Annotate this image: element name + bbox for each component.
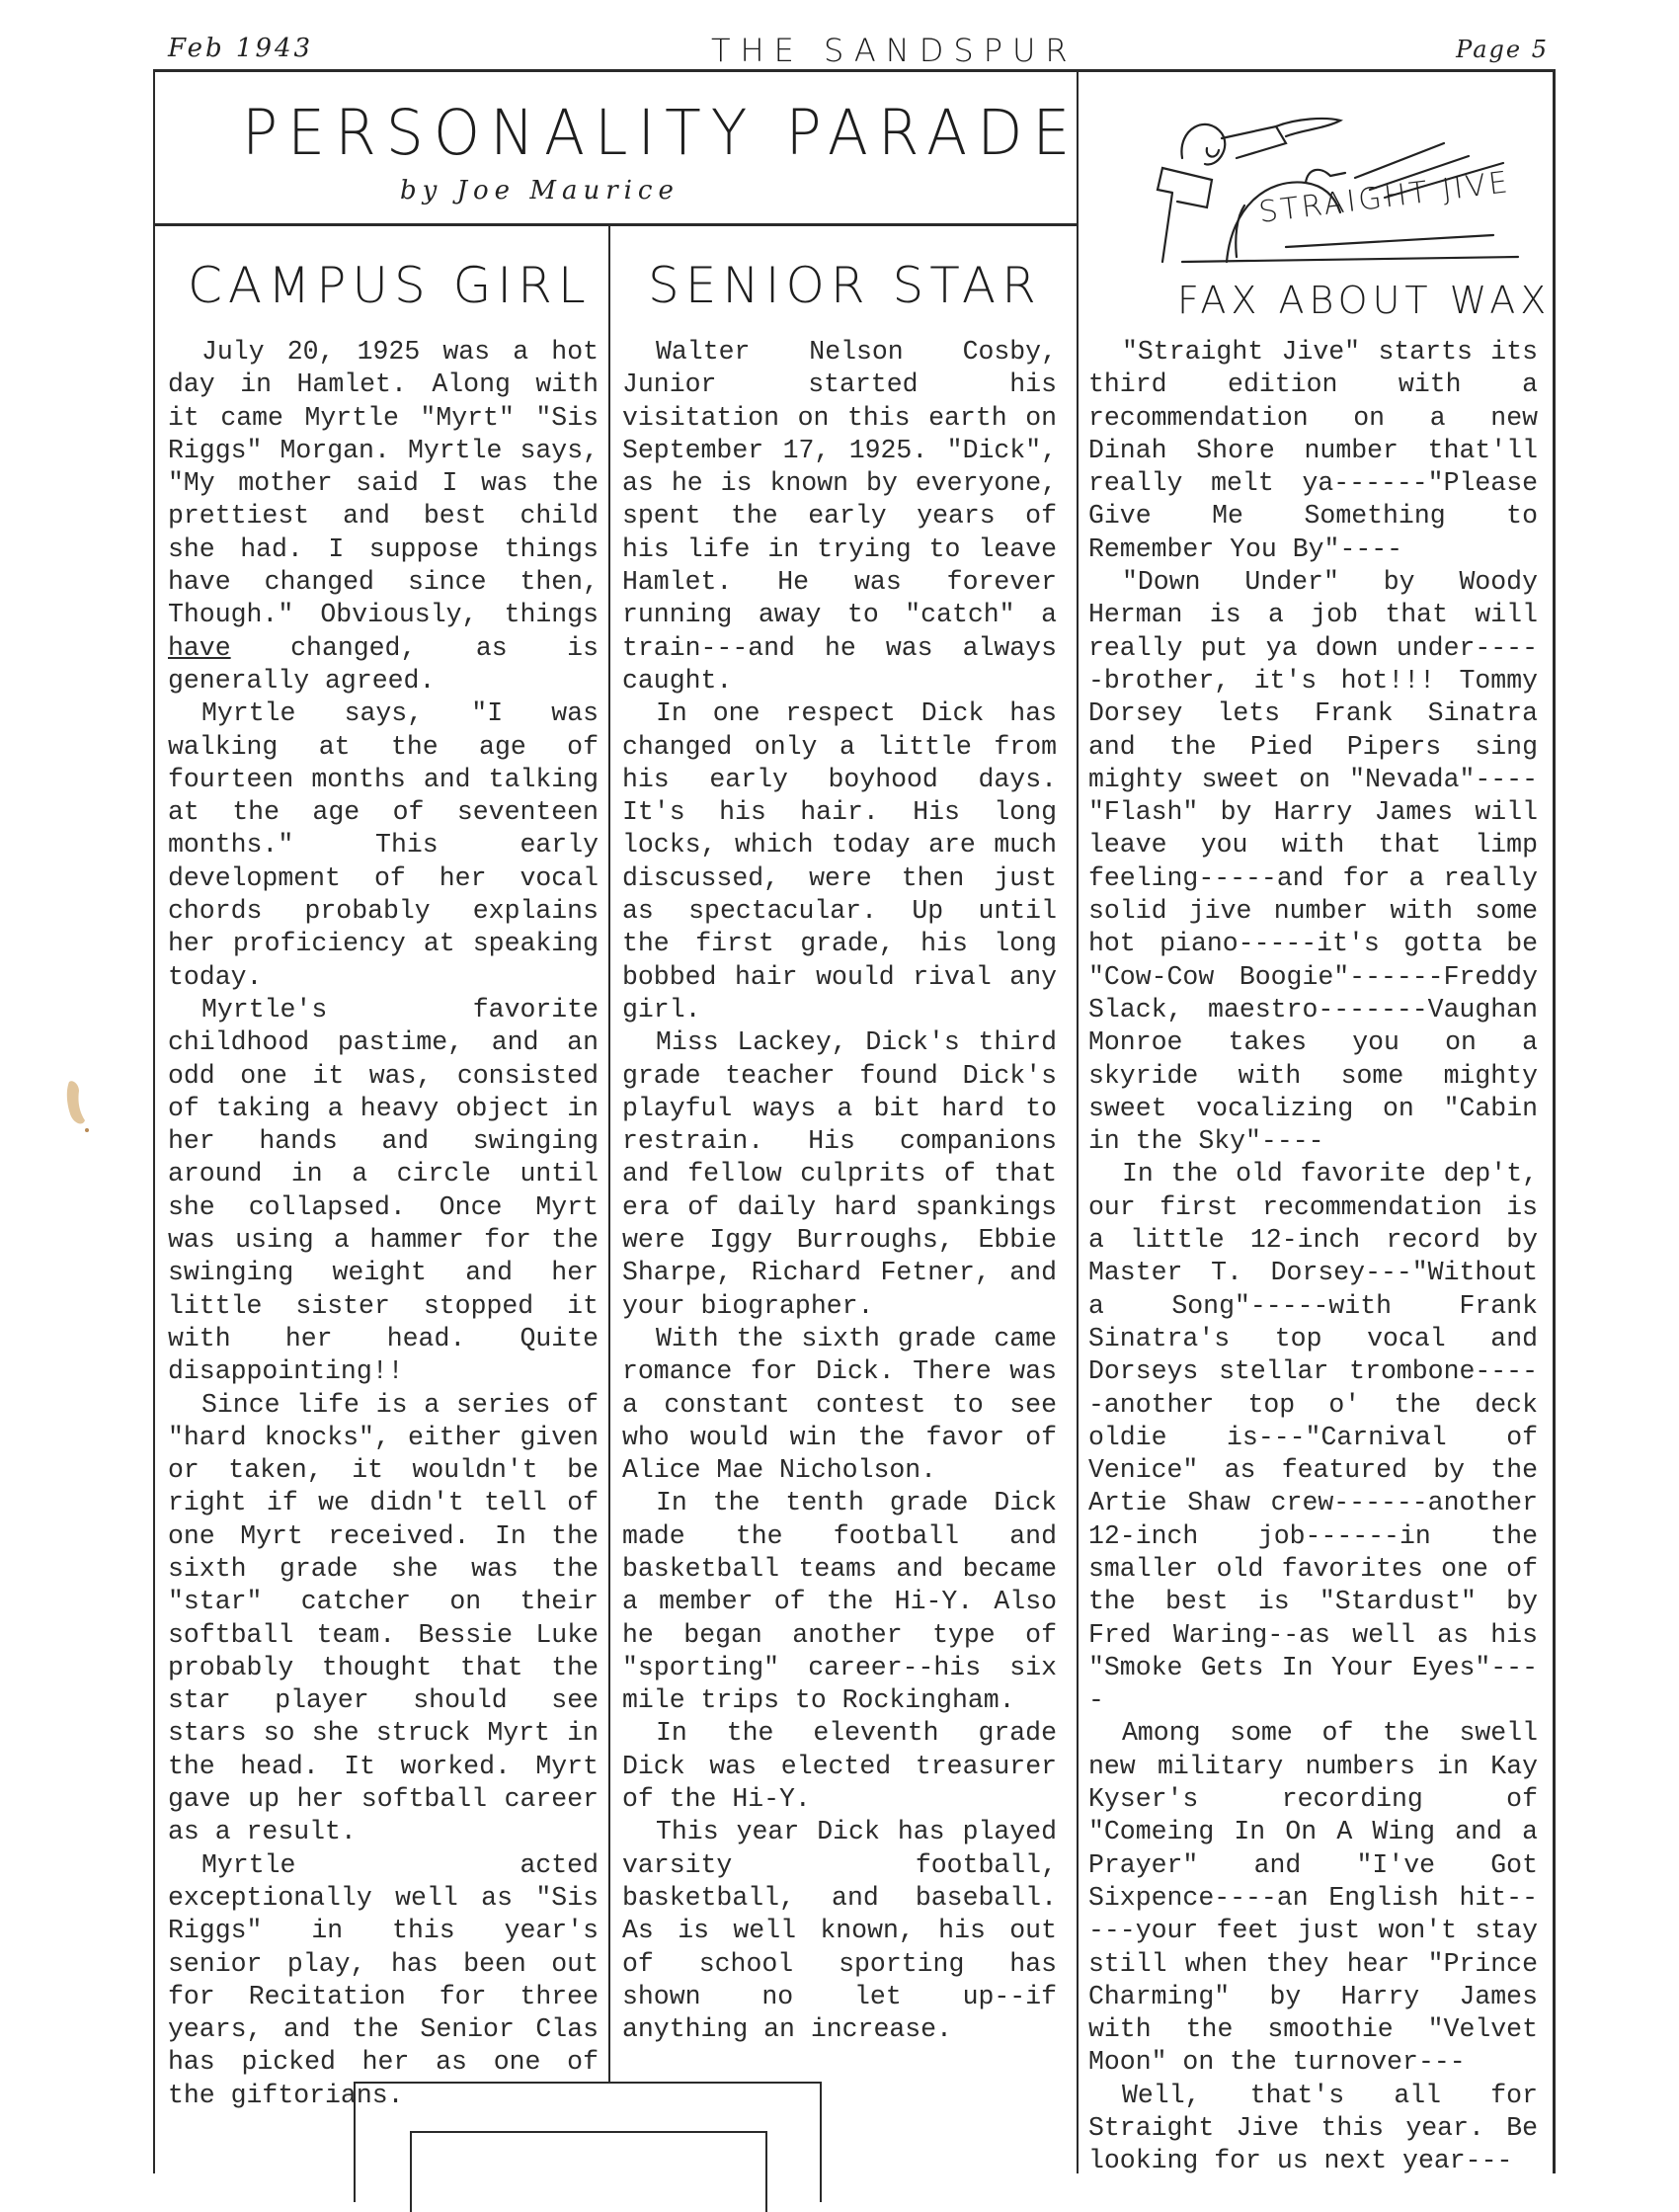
article-senior-star [622,255,1057,2046]
article-body [168,336,599,2112]
article-headline: SENIOR STAR [648,257,1042,314]
column-divider-right [1077,69,1079,2173]
article-paragraph: "Straight Jive" starts its third edition with a recommendation on a new Dinah Shore number that'll really melt ya------"Please Give Me Something to Remember You By"---- [1088,337,1538,564]
article-headline: FAX ABOUT WAX [1177,279,1552,322]
straight-jive-logo [1088,99,1538,267]
column-divider-left [608,226,610,2084]
article-paragraph: This year Dick has played varsity football, basketball, and baseball. As is well known, his out of school sporting has shown no let up--if anything an increase. [622,1817,1057,2045]
article-paragraph: Walter Nelson Cosby, Junior started his visitation on this earth on September 17, 1925. "Dick", as he is known by everyone, spent the early years of his life in trying to leave Hamlet. He was forever running away to "catch" a train---and he was always caught. [622,337,1057,696]
section-byline: by Joe Maurice [400,176,680,205]
article-paragraph: In the eleventh grade Dick was elected treasurer of the Hi-Y. [622,1718,1057,1815]
article-paragraph: Myrtle acted exceptionally well as "Sis Riggs" in this year's senior play, has been out for Recitation for three years, and the Senior Clas has picked her as one of the giftorians. [168,1849,599,2110]
article-campus-girl [168,255,599,2112]
article-headline: CAMPUS GIRL [188,257,592,314]
column-straight-jive [1088,99,1552,2178]
article-paragraph: In the old favorite dep't, our first recommendation is a little 12-inch record by Master T. Dorsey---"Without a Song"-----with Frank Sinatra's top vocal and Dorseys stellar trombone-----another top o' the deck oldie is---"Carnival of Venice" as featured by the Artie Shaw crew------another 12-inch job------in the smaller old favorites one of the best is "Stardust" by Fred Waring--as well as his "Smoke Gets In Your Eyes"---- [1088,1159,1538,1716]
article-paragraph: Since life is a series of "hard knocks", either given or taken, it wouldn't be right if we didn't tell of one Myrt received. In the sixth grade she was the "star" catcher on their softball team. Bessie Luke probably thought that the star player should see stars so she struck Myrt in the head. It worked. Myrt gave up her softball career as a result. [168,1389,599,1847]
article-body [622,336,1057,2046]
article-paragraph: "Down Under" by Woody Herman is a job that will really put ya down under-----brother, it's hot!!! Tommy Dorsey lets Frank Sinatra and the Pied Pipers sing mighty sweet on "Nevada"----"Flash" by Harry James will leave you with that limp feeling-----and for a really solid jive number with some hot piano-----it's gotta be "Cow-Cow Boogie"------Freddy Slack, maestro-------Vaughan Monroe takes you on a skyride with some mighty sweet vocalizing on "Cabin in the Sky"---- [1088,567,1538,1157]
article-paragraph: Miss Lackey, Dick's third grade teacher found Dick's playful ways a bit hard to restrain. His companions and fellow culprits of that era of daily hard spankings were Iggy Burroughs, Ebbie Sharpe, Richard Fetner, and your biographer. [622,1027,1057,1321]
right-border-rule [1553,69,1556,2173]
banner-bottom-rule [153,223,1079,226]
article-paragraph: In one respect Dick has changed only a little from his early boyhood days. It's his hair. His long locks, which today are much discussed, were then just as spectacular. Up until the first grade, his long bobbed hair would rival any girl. [622,698,1057,1024]
left-border-rule [153,69,155,2173]
issue-date: Feb 1943 [168,34,314,63]
article-paragraph: Well, that's all for Straight Jive this year. Be looking for us next year--- [1088,2080,1538,2176]
empty-box-inner [410,2131,767,2212]
article-paragraph: In the tenth grade Dick made the football and basketball teams and became a member of the Hi-Y. Also he began another type of "sporting" career--his six mile trips to Rockingham. [622,1488,1057,1716]
top-rule [153,69,1556,72]
article-paragraph: July 20, 1925 was a hot day in Hamlet. Along with it came Myrtle "Myrt" "Sis Riggs" Morgan. Myrtle says, "My mother said I was the prettiest and best child she had. I suppose things have changed since then, Though." Obviously, things have changed, as is generally agreed. [168,337,599,696]
running-head [158,30,1560,69]
article-paragraph: Myrtle's favorite childhood pastime, and an odd one it was, consisted of taking a heavy object in her hands and swinging around in a circle until she collapsed. Once Myrt was using a hammer for the swinging weight and her little sister stopped it with her head. Quite disappointing!! [168,994,599,1387]
paper-stain-mark [61,1077,91,1136]
article-paragraph: Myrtle says, "I was walking at the age of fourteen months and talking at the age of seventeen months." This early development of her vocal chords probably explains her proficiency at speaking today. [168,698,599,992]
newspaper-name: THE SANDSPUR [711,32,1078,69]
article-body [1088,336,1538,2178]
section-banner-title: PERSONALITY PARADE [242,97,1080,170]
article-paragraph: Among some of the swell new military numbers in Kay Kyser's recording of "Comeing In On A Wing and a Prayer" and "I've Got Sixpence----an English hit-----your feet just won't stay still when they hear "Prince Charming" by Harry James with the smoothie "Velvet Moon" on the turnover--- [1088,1718,1538,2078]
article-paragraph: With the sixth grade came romance for Dick. There was a constant contest to see who would win the favor of Alice Mae Nicholson. [622,1323,1057,1486]
column-logo-text: STRAIGHT JIVE [1256,165,1513,230]
page-number: Page 5 [1456,36,1549,63]
